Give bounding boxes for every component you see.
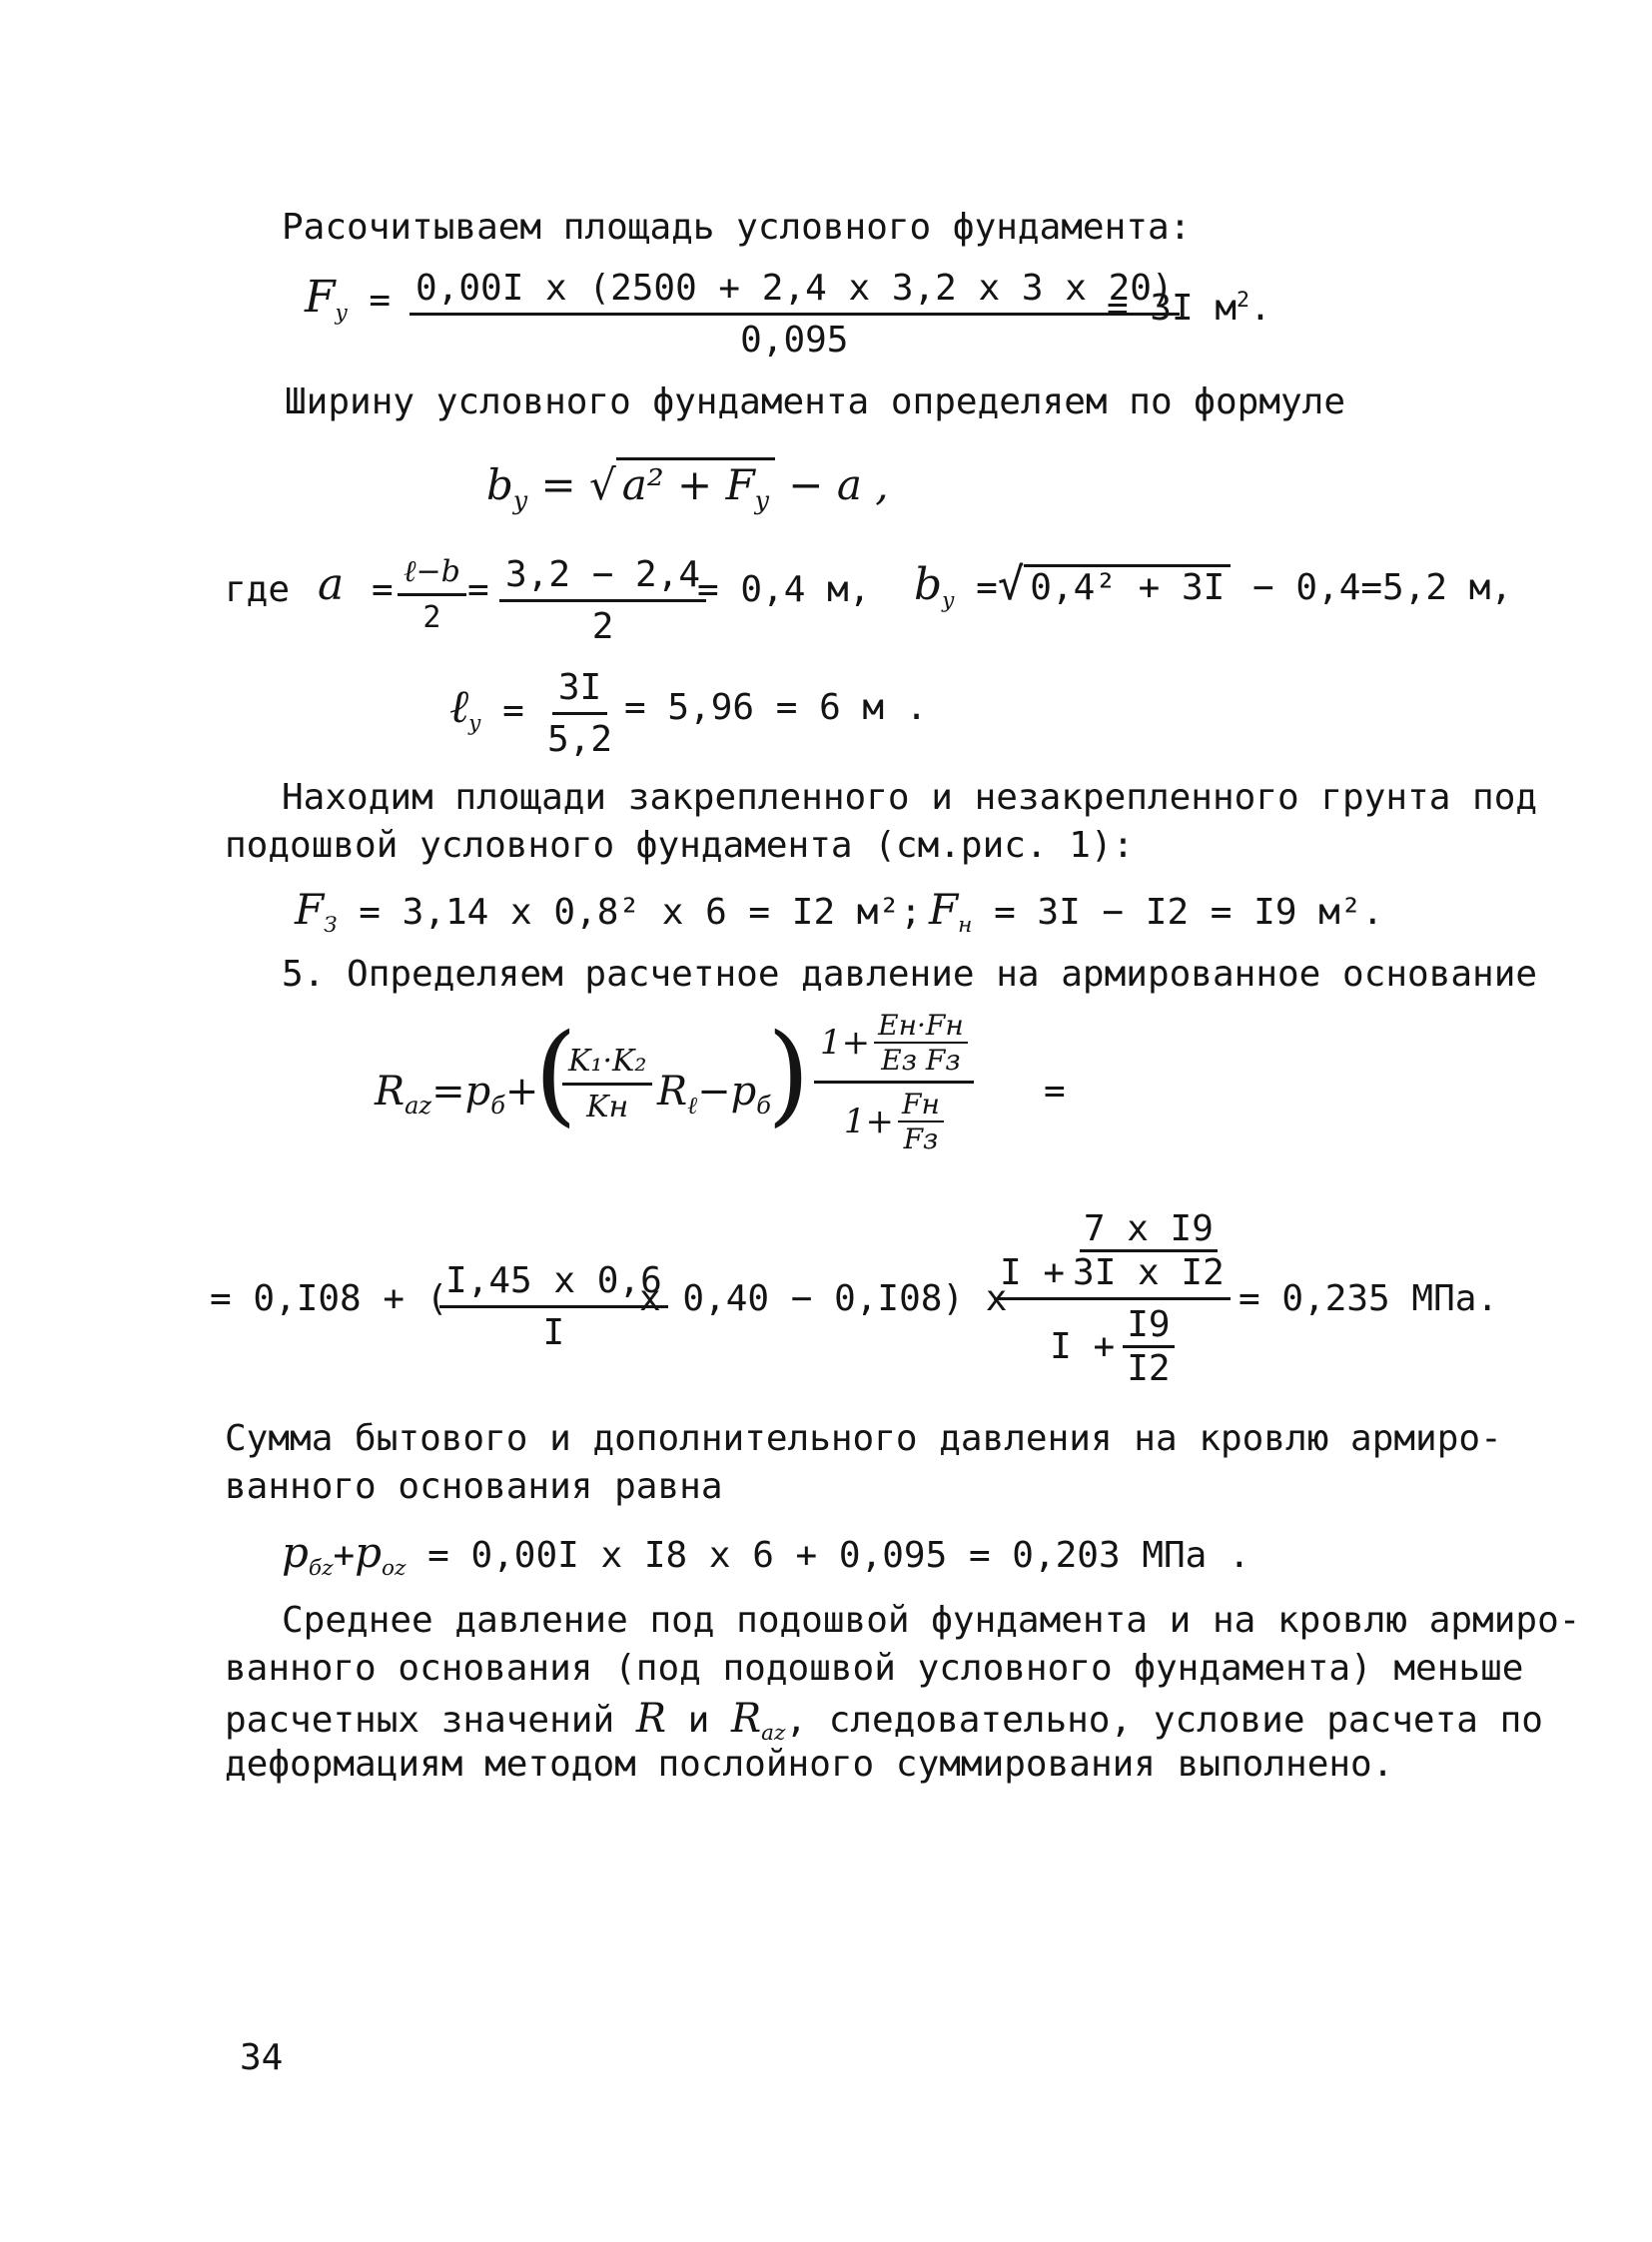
equation-a-result: = 0,4 м, xyxy=(697,569,871,610)
equation-a-fraction-1: ℓ−b 2 xyxy=(398,554,466,635)
equation-ly-fraction: $\frac{3I}{5,2}$ xyxy=(547,667,613,760)
equation-raz-paren-left: ( xyxy=(534,1010,577,1137)
paragraph-5-line-1: Сумма бытового и дополнительного давления на кровлю армиро- xyxy=(225,1418,1502,1459)
equation-a-where: где xyxy=(225,569,291,610)
page-number: 34 xyxy=(240,2037,284,2078)
equation-raz-paren-right: ) xyxy=(767,1010,810,1137)
equation-a-eq2: = xyxy=(467,569,489,610)
equation-raz-big-fraction: 1+ Eн·Fн Eз Fз 1+ Fн Fз xyxy=(814,1009,974,1155)
equation-numeric-lead: = 0,I08 + ( xyxy=(210,1278,448,1319)
equation-numeric-big-fraction: I + $\frac{\text{7 x I9}}{\text{3I x I2}}$ I + $\frac{I9}{I2}$ xyxy=(994,1208,1231,1389)
equation-raz-lhs: $R_{az}=p_б+$ xyxy=(375,1069,539,1120)
equation-a-lhs: a xyxy=(318,559,345,610)
equation-a-fraction-2: $\frac{3,2 - 2,4}{2}$ xyxy=(499,554,706,647)
equation-sum: $p_{бz}+p_{oz} = 0,00I$ x I8 x 6 + 0,095 = 0,203 МПа . xyxy=(282,1528,1250,1582)
equation-ly-lhs: ℓ$_y$ = xyxy=(449,679,524,737)
equation-fy-lhs: $F_y$ = xyxy=(305,272,392,327)
equation-numeric-result: = 0,235 МПа. xyxy=(1239,1278,1499,1319)
equation-numeric-mid: x 0,40 − 0,I08) x xyxy=(639,1278,1008,1319)
equation-ly-result: = 5,96 = 6 м . xyxy=(624,687,928,728)
equation-fy-fraction: $\frac{\text{0,00I x (2500 + 2,4 x 3,2 x 3 x 20)}}{0,095}$ xyxy=(410,268,1180,361)
paragraph-6-line-3: расчетных значений R и $R_{az}$, следовательно, условие расчета по xyxy=(225,1696,1543,1747)
equation-a-eq: = xyxy=(372,569,394,610)
paragraph-6-line-2: ванного основания (под подошвой условного фундамента) меньше xyxy=(225,1648,1524,1689)
paragraph-5-line-2: ванного основания равна xyxy=(225,1466,723,1507)
paragraph-4: 5. Определяем расчетное давление на армированное основание xyxy=(282,954,1538,995)
equation-by: $b_y$ = √ $a^2 + F_y - a$ , xyxy=(486,457,889,514)
paragraph-2: Ширину условного фундамента определяем по формуле xyxy=(285,381,1346,422)
paragraph-6-line-1: Среднее давление под подошвой фундамента и на кровлю армиро- xyxy=(282,1600,1581,1641)
equation-raz-k-fraction: K₁·K₂ Kн xyxy=(562,1044,652,1124)
equation-fy-result: = 3I $м^2$. xyxy=(1107,288,1271,329)
equation-fn: $F_н = 3I - I2 = I9$ м². xyxy=(929,885,1384,939)
paragraph-6-line-4: деформациям методом послойного суммирования выполнено. xyxy=(225,1744,1394,1785)
equation-raz-r-term: $R_\ell-p_б$ xyxy=(657,1069,771,1120)
paragraph-3-line-1: Находим площади закрепленного и незакрепленного грунта под xyxy=(282,777,1538,818)
equation-by-value: $b_y$ =√ 0,4² + 3I − 0,4=5,2 м, xyxy=(914,559,1513,614)
paragraph-1: Расочитываем площадь условного фундамента: xyxy=(282,207,1192,248)
equation-raz-eq: = xyxy=(1044,1071,1066,1112)
equation-numeric-fraction: $\frac{I,45 x 0,6}{I}$ xyxy=(439,1260,668,1353)
equation-f3: $F_З = 3,14$ x 0,8² x 6 = I2 м²; xyxy=(295,885,922,939)
paragraph-3-line-2: подошвой условного фундамента (см.рис. 1): xyxy=(225,825,1135,866)
